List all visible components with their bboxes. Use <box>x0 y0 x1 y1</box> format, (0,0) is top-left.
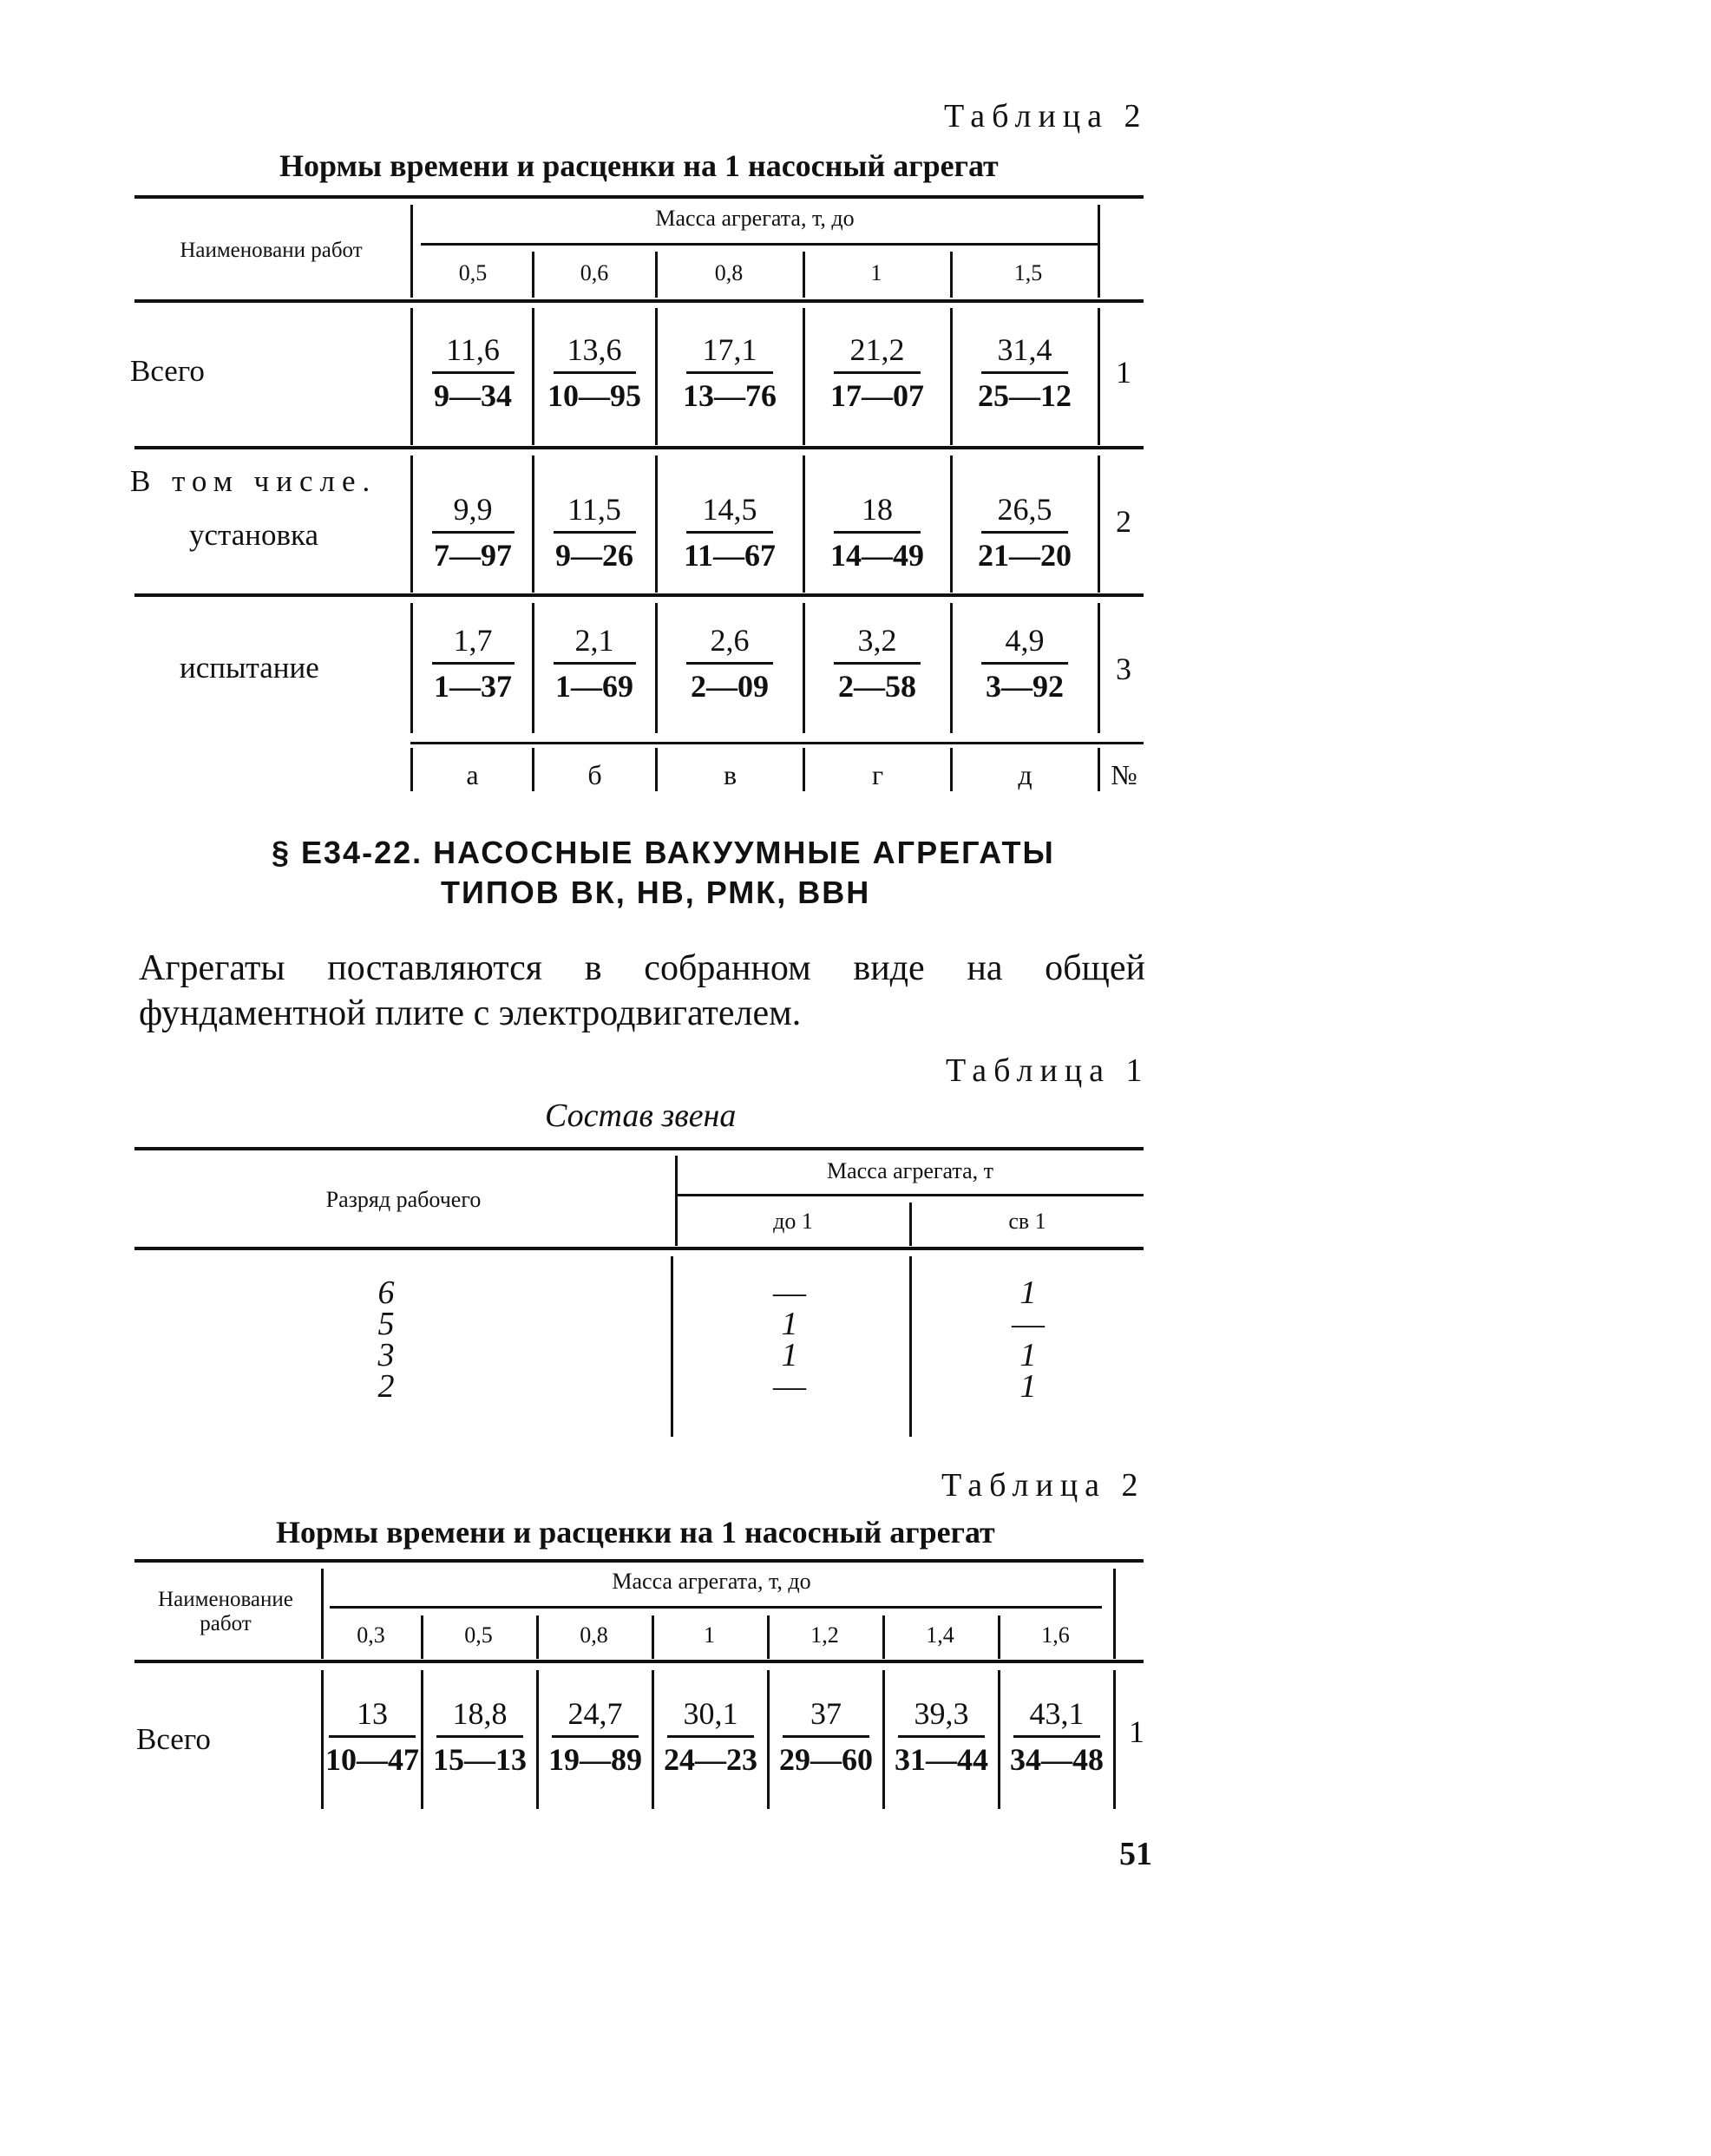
table-a-cell: 2,6 2—09 <box>658 619 802 708</box>
table-c-cell: 37 29—60 <box>770 1692 882 1781</box>
table-a-cell: 14,5 11—67 <box>658 488 802 577</box>
table-c-mass-header: Масса агрегата, т, до <box>612 1569 811 1594</box>
table-a-cell: 11,5 9—26 <box>534 488 654 577</box>
table-c-cell: 30,1 24—23 <box>654 1692 767 1781</box>
table-b-grade: 5 <box>377 1306 395 1342</box>
table-a-cell: 26,5 21—20 <box>953 488 1097 577</box>
section-heading-line2: ТИПОВ ВК, НВ, РМК, ВВН <box>441 875 871 910</box>
table-c-col-header: 1,2 <box>810 1622 839 1648</box>
table-b-cell: 1 <box>1019 1337 1037 1373</box>
table-c-row-name: Всего <box>136 1722 211 1756</box>
table-a-row-name: установка <box>189 518 319 552</box>
table-c-col-header: 1,4 <box>926 1622 954 1648</box>
table-a-row-subtitle: В том числе. <box>130 464 377 498</box>
table-a-letter: д <box>1018 759 1032 790</box>
table-c-title: Нормы времени и расценки на 1 насосный агрегат <box>276 1515 995 1550</box>
section-paragraph: Агрегаты поставляются в собранном виде на общей фундаментной плите с электродвигателем. <box>139 948 1145 1033</box>
table-c-col-header: 0,3 <box>357 1622 385 1648</box>
table-a-col-header: 0,6 <box>580 260 609 285</box>
table-a-cell: 18 14—49 <box>805 488 949 577</box>
table-a-cell: 2,1 1—69 <box>534 619 654 708</box>
table-a-cell: 4,9 3—92 <box>953 619 1097 708</box>
table-b-cell: 1 <box>1019 1275 1037 1311</box>
table-c-col-header: 1 <box>704 1622 715 1648</box>
table-b-grade: 3 <box>377 1337 395 1373</box>
table-a-cell: 11,6 9—34 <box>415 328 531 417</box>
table-a-col-header: 0,8 <box>714 260 744 285</box>
table-a-row-number: 3 <box>1116 652 1131 686</box>
table-a-cell: 1,7 1—37 <box>415 619 531 708</box>
table-b-title: Состав звена <box>545 1098 737 1134</box>
table-a-cell: 3,2 2—58 <box>805 619 949 708</box>
table-c-cell: 39,3 31—44 <box>885 1692 998 1781</box>
table-a-number-header: № <box>1111 759 1137 790</box>
table-b-name-header: Разряд рабочего <box>325 1187 482 1212</box>
table-a-col-header: 0,5 <box>458 260 488 285</box>
table-b-grade: 2 <box>377 1368 395 1405</box>
table-a-letter: б <box>587 759 602 790</box>
table-a-label: Таблица 2 <box>944 98 1148 134</box>
table-a-cell: 13,6 10—95 <box>534 328 654 417</box>
table-a-title: Нормы времени и расценки на 1 насосный агрегат <box>279 148 999 183</box>
table-c-cell: 24,7 19—89 <box>539 1692 652 1781</box>
table-c-label: Таблица 2 <box>941 1467 1145 1504</box>
table-b-cell: 1 <box>781 1337 798 1373</box>
table-a-letter: в <box>723 759 738 790</box>
table-a-cell: 31,4 25—12 <box>953 328 1097 417</box>
page-number: 51 <box>1119 1836 1152 1872</box>
table-c-col-header: 1,6 <box>1041 1622 1070 1648</box>
table-c-cell: 13 10—47 <box>324 1692 421 1781</box>
table-b-cell: 1 <box>781 1306 798 1342</box>
table-b-cell: — <box>773 1275 806 1311</box>
table-c-col-header: 0,5 <box>464 1622 493 1648</box>
table-b-label: Таблица 1 <box>946 1052 1150 1089</box>
table-b-mass-header: Масса агрегата, т <box>827 1158 993 1183</box>
table-c-col-header: 0,8 <box>580 1622 608 1648</box>
table-a-row-number: 1 <box>1116 355 1131 390</box>
table-a-cell: 17,1 13—76 <box>658 328 802 417</box>
table-a-cell: 21,2 17—07 <box>805 328 949 417</box>
table-b-grade: 6 <box>377 1275 395 1311</box>
table-c-name-header: Наименование <box>158 1588 293 1611</box>
table-a-row-name: испытание <box>180 651 319 685</box>
table-a-col-header: 1 <box>870 260 882 285</box>
table-b-col-header: до 1 <box>773 1209 813 1234</box>
table-c-row-number: 1 <box>1129 1714 1144 1749</box>
table-c-cell: 43,1 34—48 <box>1000 1692 1113 1781</box>
table-b-cell: — <box>1012 1306 1045 1342</box>
table-a-name-header: Наименовани работ <box>180 239 363 262</box>
table-a-cell: 9,9 7—97 <box>415 488 531 577</box>
table-b-cell: — <box>773 1368 806 1405</box>
table-b-cell: 1 <box>1019 1368 1037 1405</box>
table-c-name-header: работ <box>200 1612 252 1635</box>
section-heading-line1: § Е34-22. НАСОСНЫЕ ВАКУУМНЫЕ АГРЕГАТЫ <box>272 835 1055 870</box>
table-b-col-header: св 1 <box>1008 1209 1046 1234</box>
table-a-row-name: Всего <box>130 354 205 388</box>
table-a-col-header: 1,5 <box>1013 260 1043 285</box>
table-c-cell: 18,8 15—13 <box>423 1692 536 1781</box>
table-a-letter: а <box>466 759 479 790</box>
table-a-letter: г <box>871 759 884 790</box>
table-a-row-number: 2 <box>1116 504 1131 539</box>
table-a-mass-header: Масса агрегата, т, до <box>655 206 855 231</box>
